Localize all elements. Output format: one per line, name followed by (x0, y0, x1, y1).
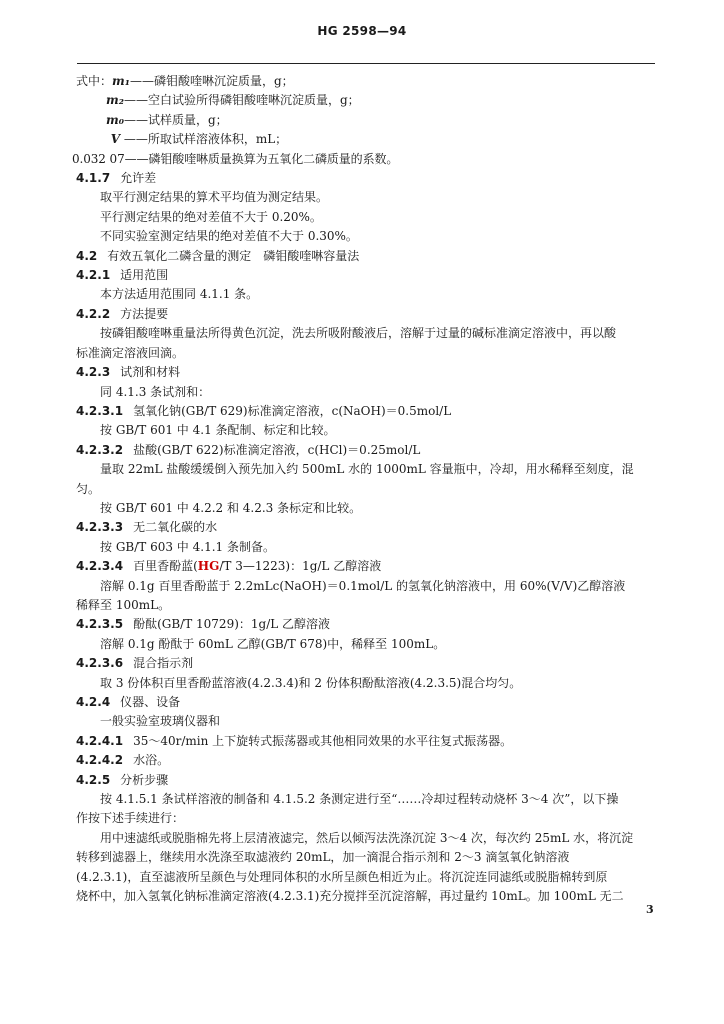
formula-var-symbol: m₀ (106, 112, 124, 127)
paragraph-continuation: 转移到滤器上，继续用水洗涤至取滤液约 20mL，加一滴混合指示剂和 2～3 滴氢氧化钠溶液 (76, 850, 570, 865)
paragraph: 不同实验室测定结果的绝对差值不大于 0.30%。 (100, 229, 358, 244)
section-number: 4.2.3.4 (76, 559, 124, 574)
title-part: 百里香酚蓝( (133, 559, 198, 574)
section-heading-4-2-3-1 (76, 402, 656, 421)
section-title: 氢氧化钠(GB/T 629)标准滴定溶液，c(NaOH)＝0.5mol/L (133, 403, 452, 418)
paragraph-continuation: 作按下述手续进行： (76, 811, 185, 826)
paragraph: 溶解 0.1g 酚酞于 60mL 乙醇(GB/T 678)中，稀释至 100mL。 (100, 636, 446, 651)
section-number: 4.2.4.2 (76, 753, 124, 768)
section-number: 4.2.4 (76, 695, 111, 709)
section-number: 4.2.3.1 (76, 403, 124, 418)
section-heading-4-2-3-5 (76, 615, 656, 634)
section-title: 试剂和材料 (120, 365, 181, 380)
section-number: 4.2.3 (76, 365, 111, 380)
title-part: /T 3—1223)：1g/L 乙醇溶液 (219, 559, 382, 574)
formula-var-symbol: m₁ (112, 74, 130, 88)
paragraph-continuation: (4.2.3.1)，直至滤液所呈颜色与处理同体积的水所呈颜色相近为止。将沉淀连同滤纸或脱脂棉转到原 (76, 869, 608, 884)
section-number: 4.2 (76, 248, 98, 263)
section-heading-4-2-1 (76, 266, 656, 285)
section-number: 4.2.3.6 (76, 656, 124, 671)
section-heading-4-2-3 (76, 363, 656, 382)
section-heading-4-2 (76, 247, 656, 266)
section-heading-4-2-2 (76, 305, 656, 324)
page-number: 3 (646, 903, 654, 916)
section-title: 有效五氧化二磷含量的测定 磷钼酸喹啉容量法 (107, 248, 360, 263)
formula-coefficient: 0.032 07 (72, 151, 125, 166)
formula-var-m1 (76, 72, 656, 91)
section-heading-4-2-3-2 (76, 441, 656, 460)
paragraph: 用中速滤纸或脱脂棉先将上层清液滤完，然后以倾泻法洗涤沉淀 3～4 次，每次约 25mL 水，将沉淀 (100, 830, 634, 845)
formula-prefix: 式中： (76, 74, 113, 88)
section-title (133, 559, 381, 573)
formula-var-desc: ——空白试验所得磷钼酸喹啉沉淀质量，g； (124, 93, 360, 108)
section-heading-4-2-4-2 (76, 751, 656, 770)
highlighted-code: HG (197, 559, 220, 574)
formula-var-desc: ——磷钼酸喹啉沉淀质量，g； (129, 74, 294, 88)
section-title: 盐酸(GB/T 622)标准滴定溶液，c(HCl)＝0.25mol/L (133, 442, 421, 457)
section-title: 35～40r/min 上下旋转式振荡器或其他相同效果的水平往复式振荡器。 (133, 733, 513, 748)
paragraph: 一般实验室玻璃仪器和 (100, 714, 221, 729)
paragraph: 按 GB/T 601 中 4.2.2 和 4.2.3 条标定和比较。 (100, 500, 362, 515)
section-number: 4.2.4.1 (76, 733, 124, 748)
paragraph: 按 GB/T 601 中 4.1 条配制、标定和比较。 (100, 423, 336, 438)
formula-var-m0 (76, 111, 656, 130)
section-number: 4.2.3.3 (76, 520, 124, 535)
formula-var-symbol: m₂ (106, 93, 124, 108)
paragraph-continuation: 匀。 (76, 481, 101, 496)
section-number: 4.2.3.5 (76, 617, 124, 632)
section-heading-4-2-3-6 (76, 654, 656, 673)
paragraph: 取平行测定结果的算术平均值为测定结果。 (100, 190, 329, 205)
paragraph: 按磷钼酸喹啉重量法所得黄色沉淀，洗去所吸附酸液后，溶解于过量的碱标准滴定溶液中，再以酸 (100, 326, 617, 341)
section-heading-4-2-4 (76, 693, 656, 712)
section-title: 无二氧化碳的水 (133, 520, 218, 535)
header-rule (77, 63, 655, 64)
section-title: 方法提要 (120, 306, 169, 321)
paragraph-continuation: 稀释至 100mL。 (76, 597, 171, 612)
formula-var-symbol: V (110, 132, 120, 147)
section-heading-4-1-7 (76, 169, 656, 188)
formula-var-desc: ——磷钼酸喹啉质量换算为五氧化二磷质量的系数。 (124, 151, 399, 166)
paragraph: 量取 22mL 盐酸缓缓倒入预先加入约 500mL 水的 1000mL 容量瓶中，冷却，用水稀释至刻度，混 (100, 462, 634, 477)
section-title: 水浴。 (133, 753, 170, 768)
section-heading-4-2-3-3 (76, 518, 656, 537)
standard-code-header: HG 2598—94 (317, 24, 407, 38)
paragraph: 取 3 份体积百里香酚蓝溶液(4.2.3.4)和 2 份体积酚酞溶液(4.2.3.5)混合均匀。 (100, 675, 522, 690)
page-body (72, 72, 656, 906)
section-heading-4-2-4-1 (76, 732, 656, 751)
section-heading-4-2-3-4 (76, 557, 656, 576)
paragraph: 同 4.1.3 条试剂和： (100, 384, 211, 399)
paragraph-continuation: 标准滴定溶液回滴。 (76, 345, 185, 360)
paragraph: 平行测定结果的绝对差值不大于 0.20%。 (100, 209, 322, 224)
paragraph: 按 4.1.5.1 条试样溶液的制备和 4.1.5.2 条测定进行至“……冷却过程转动烧杯 3～4 次”，以下操 (100, 792, 619, 807)
section-heading-4-2-5 (76, 771, 656, 790)
formula-var-v (76, 130, 656, 149)
section-title: 混合指示剂 (133, 656, 194, 671)
formula-var-coefficient (72, 150, 656, 169)
formula-var-desc: ——所取试样溶液体积，mL； (123, 132, 288, 147)
formula-var-desc: ——试样质量，g； (124, 112, 228, 127)
section-title: 分析步骤 (120, 772, 169, 787)
paragraph: 按 GB/T 603 中 4.1.1 条制备。 (100, 539, 275, 554)
section-number: 4.2.1 (76, 268, 111, 283)
paragraph-continuation: 烧杯中，加入氢氧化钠标准滴定溶液(4.2.3.1)充分搅拌至沉淀溶解，再过量约 10mL。加 100mL 无二 (76, 889, 624, 904)
section-title: 仪器、设备 (120, 695, 181, 709)
paragraph: 本方法适用范围同 4.1.1 条。 (100, 287, 259, 302)
section-number: 4.2.3.2 (76, 442, 124, 457)
section-number: 4.2.2 (76, 306, 111, 321)
section-number: 4.2.5 (76, 772, 111, 787)
paragraph: 溶解 0.1g 百里香酚蓝于 2.2mLc(NaOH)＝0.1mol/L 的氢氧化钠溶液中，用 60%(V/V)乙醇溶液 (100, 578, 626, 593)
section-number: 4.1.7 (76, 171, 111, 186)
section-title: 适用范围 (120, 268, 169, 283)
formula-var-m2 (76, 91, 656, 110)
section-title: 酚酞(GB/T 10729)：1g/L 乙醇溶液 (133, 617, 331, 632)
section-title: 允许差 (120, 171, 157, 186)
